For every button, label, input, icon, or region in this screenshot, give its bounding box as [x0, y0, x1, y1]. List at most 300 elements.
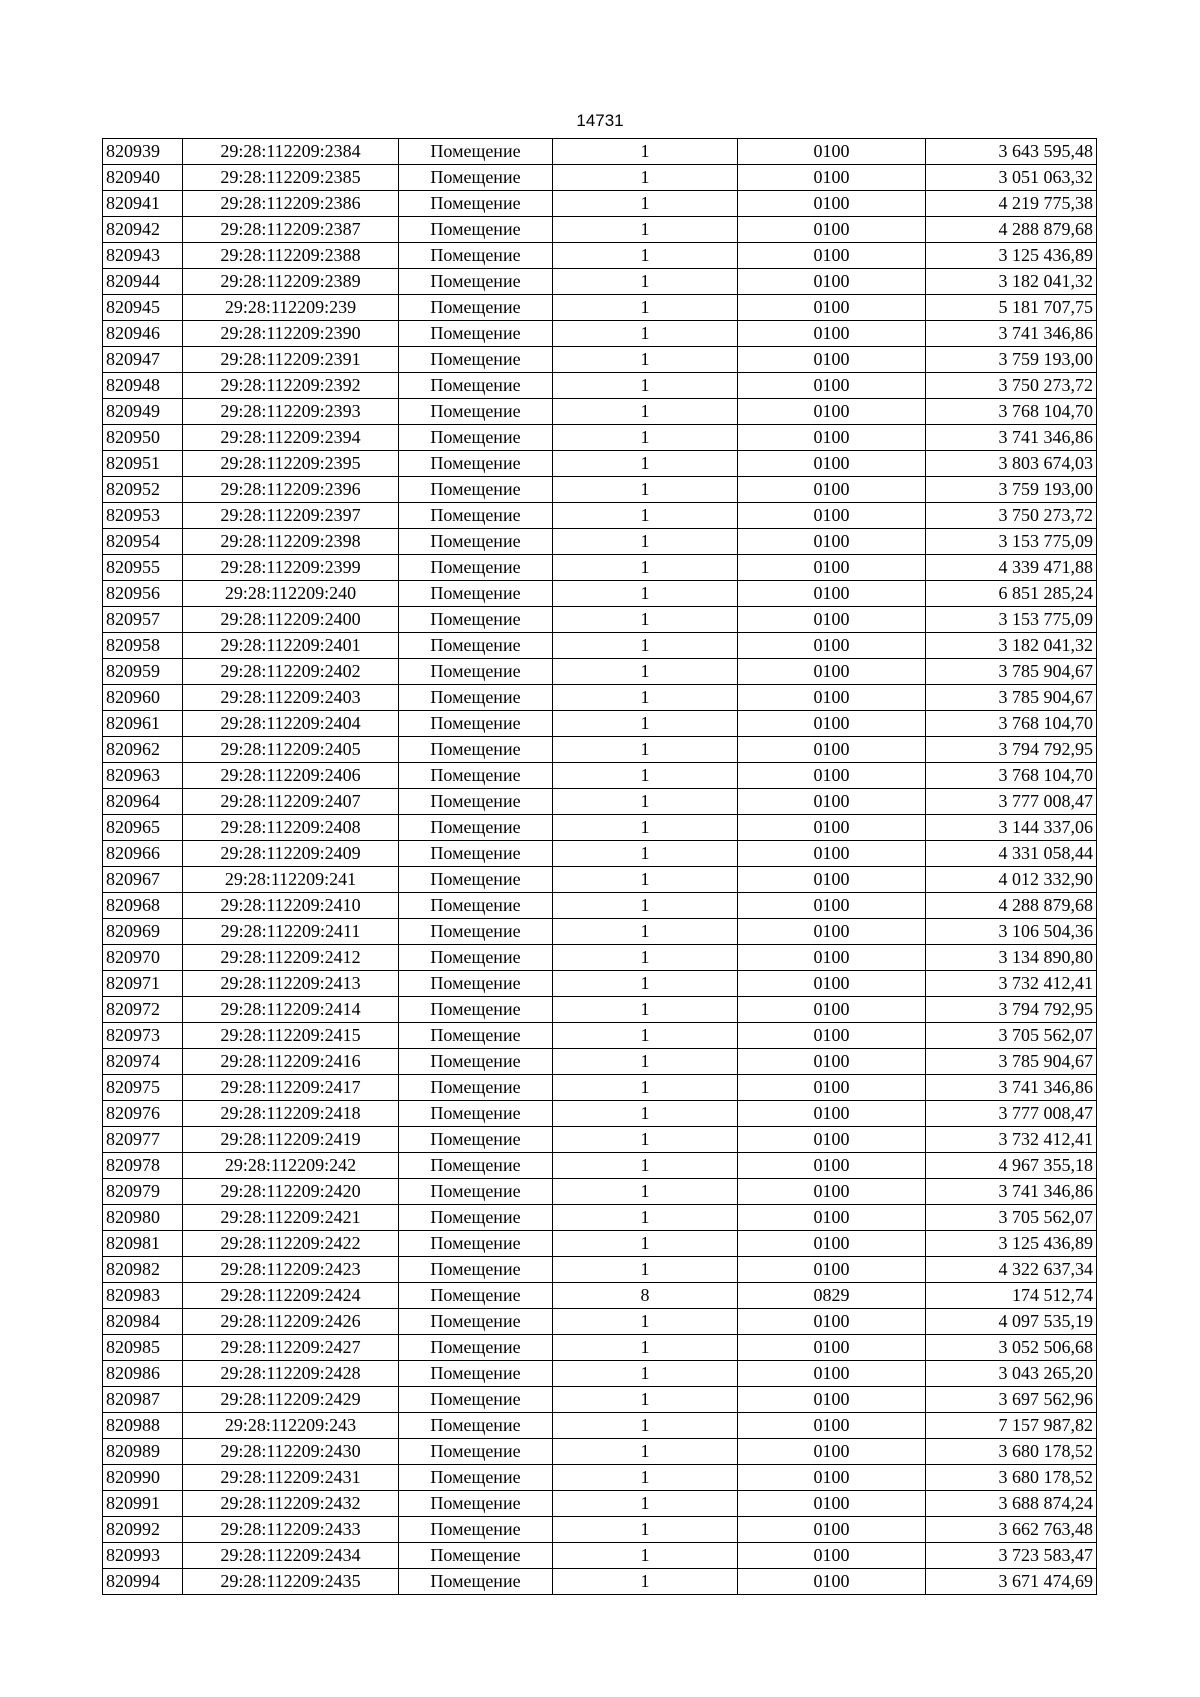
row-id-cell: 820940: [103, 165, 183, 191]
code-cell: 0100: [738, 1569, 926, 1595]
quantity-cell: 1: [553, 477, 738, 503]
object-type-cell: Помещение: [399, 269, 553, 295]
value-cell: 4 322 637,34: [926, 1257, 1097, 1283]
cadastral-number-cell: 29:28:112209:2385: [183, 165, 399, 191]
table-row: [103, 737, 1097, 763]
code-cell: 0100: [738, 1127, 926, 1153]
quantity-cell: 1: [553, 633, 738, 659]
row-id-cell: 820942: [103, 217, 183, 243]
object-type-cell: Помещение: [399, 1023, 553, 1049]
cadastral-number-cell: 29:28:112209:242: [183, 1153, 399, 1179]
quantity-cell: 1: [553, 1179, 738, 1205]
code-cell: 0100: [738, 1023, 926, 1049]
quantity-cell: 1: [553, 607, 738, 633]
table-row: [103, 191, 1097, 217]
object-type-cell: Помещение: [399, 217, 553, 243]
quantity-cell: 1: [553, 1205, 738, 1231]
registry-table: [102, 138, 1097, 1595]
quantity-cell: 1: [553, 893, 738, 919]
value-cell: 4 331 058,44: [926, 841, 1097, 867]
value-cell: 3 768 104,70: [926, 399, 1097, 425]
code-cell: 0100: [738, 503, 926, 529]
value-cell: 3 794 792,95: [926, 997, 1097, 1023]
table-row: [103, 971, 1097, 997]
quantity-cell: 1: [553, 295, 738, 321]
row-id-cell: 820969: [103, 919, 183, 945]
code-cell: 0100: [738, 1517, 926, 1543]
cadastral-number-cell: 29:28:112209:2426: [183, 1309, 399, 1335]
table-row: [103, 1413, 1097, 1439]
quantity-cell: 1: [553, 165, 738, 191]
object-type-cell: Помещение: [399, 893, 553, 919]
code-cell: 0100: [738, 659, 926, 685]
row-id-cell: 820947: [103, 347, 183, 373]
table-row: [103, 1361, 1097, 1387]
quantity-cell: 1: [553, 529, 738, 555]
cadastral-number-cell: 29:28:112209:2431: [183, 1465, 399, 1491]
table-row: [103, 529, 1097, 555]
row-id-cell: 820968: [103, 893, 183, 919]
code-cell: 0100: [738, 763, 926, 789]
row-id-cell: 820966: [103, 841, 183, 867]
code-cell: 0100: [738, 1049, 926, 1075]
cadastral-number-cell: 29:28:112209:2418: [183, 1101, 399, 1127]
value-cell: 3 688 874,24: [926, 1491, 1097, 1517]
object-type-cell: Помещение: [399, 295, 553, 321]
cadastral-number-cell: 29:28:112209:2390: [183, 321, 399, 347]
value-cell: 3 741 346,86: [926, 321, 1097, 347]
cadastral-number-cell: 29:28:112209:2404: [183, 711, 399, 737]
cadastral-number-cell: 29:28:112209:2410: [183, 893, 399, 919]
object-type-cell: Помещение: [399, 581, 553, 607]
quantity-cell: 1: [553, 1361, 738, 1387]
value-cell: 7 157 987,82: [926, 1413, 1097, 1439]
value-cell: 3 768 104,70: [926, 763, 1097, 789]
table-row: [103, 399, 1097, 425]
table-row: [103, 555, 1097, 581]
object-type-cell: Помещение: [399, 1075, 553, 1101]
table-row: [103, 945, 1097, 971]
row-id-cell: 820977: [103, 1127, 183, 1153]
row-id-cell: 820993: [103, 1543, 183, 1569]
object-type-cell: Помещение: [399, 711, 553, 737]
object-type-cell: Помещение: [399, 841, 553, 867]
value-cell: 4 097 535,19: [926, 1309, 1097, 1335]
table-row: [103, 867, 1097, 893]
value-cell: 3 741 346,86: [926, 1075, 1097, 1101]
row-id-cell: 820987: [103, 1387, 183, 1413]
object-type-cell: Помещение: [399, 1465, 553, 1491]
code-cell: 0100: [738, 711, 926, 737]
row-id-cell: 820950: [103, 425, 183, 451]
code-cell: 0100: [738, 1387, 926, 1413]
registry-table-body: [103, 139, 1097, 1595]
table-row: [103, 711, 1097, 737]
row-id-cell: 820988: [103, 1413, 183, 1439]
table-row: [103, 373, 1097, 399]
value-cell: 3 125 436,89: [926, 1231, 1097, 1257]
cadastral-number-cell: 29:28:112209:2389: [183, 269, 399, 295]
object-type-cell: Помещение: [399, 815, 553, 841]
code-cell: 0100: [738, 555, 926, 581]
code-cell: 0100: [738, 451, 926, 477]
cadastral-number-cell: 29:28:112209:2391: [183, 347, 399, 373]
cadastral-number-cell: 29:28:112209:2400: [183, 607, 399, 633]
quantity-cell: 1: [553, 451, 738, 477]
code-cell: 0100: [738, 685, 926, 711]
code-cell: 0100: [738, 217, 926, 243]
quantity-cell: 8: [553, 1283, 738, 1309]
code-cell: 0829: [738, 1283, 926, 1309]
table-row: [103, 1231, 1097, 1257]
row-id-cell: 820961: [103, 711, 183, 737]
cadastral-number-cell: 29:28:112209:2413: [183, 971, 399, 997]
quantity-cell: 1: [553, 1465, 738, 1491]
cadastral-number-cell: 29:28:112209:2429: [183, 1387, 399, 1413]
object-type-cell: Помещение: [399, 919, 553, 945]
object-type-cell: Помещение: [399, 1335, 553, 1361]
cadastral-number-cell: 29:28:112209:2415: [183, 1023, 399, 1049]
quantity-cell: 1: [553, 659, 738, 685]
code-cell: 0100: [738, 1543, 926, 1569]
code-cell: 0100: [738, 347, 926, 373]
quantity-cell: 1: [553, 997, 738, 1023]
cadastral-number-cell: 29:28:112209:2399: [183, 555, 399, 581]
value-cell: 3 043 265,20: [926, 1361, 1097, 1387]
quantity-cell: 1: [553, 789, 738, 815]
cadastral-number-cell: 29:28:112209:240: [183, 581, 399, 607]
cadastral-number-cell: 29:28:112209:2423: [183, 1257, 399, 1283]
row-id-cell: 820978: [103, 1153, 183, 1179]
row-id-cell: 820994: [103, 1569, 183, 1595]
table-row: [103, 1335, 1097, 1361]
code-cell: 0100: [738, 581, 926, 607]
quantity-cell: 1: [553, 555, 738, 581]
object-type-cell: Помещение: [399, 1439, 553, 1465]
row-id-cell: 820948: [103, 373, 183, 399]
table-row: [103, 789, 1097, 815]
cadastral-number-cell: 29:28:112209:2398: [183, 529, 399, 555]
code-cell: 0100: [738, 529, 926, 555]
table-row: [103, 165, 1097, 191]
value-cell: 3 680 178,52: [926, 1465, 1097, 1491]
value-cell: 3 182 041,32: [926, 269, 1097, 295]
quantity-cell: 1: [553, 763, 738, 789]
cadastral-number-cell: 29:28:112209:2387: [183, 217, 399, 243]
row-id-cell: 820954: [103, 529, 183, 555]
value-cell: 3 741 346,86: [926, 1179, 1097, 1205]
object-type-cell: Помещение: [399, 425, 553, 451]
value-cell: 3 051 063,32: [926, 165, 1097, 191]
cadastral-number-cell: 29:28:112209:2403: [183, 685, 399, 711]
quantity-cell: 1: [553, 1543, 738, 1569]
code-cell: 0100: [738, 139, 926, 165]
cadastral-number-cell: 29:28:112209:2412: [183, 945, 399, 971]
object-type-cell: Помещение: [399, 139, 553, 165]
table-row: [103, 1075, 1097, 1101]
quantity-cell: 1: [553, 1309, 738, 1335]
cadastral-number-cell: 29:28:112209:2428: [183, 1361, 399, 1387]
row-id-cell: 820963: [103, 763, 183, 789]
table-row: [103, 321, 1097, 347]
value-cell: 174 512,74: [926, 1283, 1097, 1309]
object-type-cell: Помещение: [399, 1231, 553, 1257]
code-cell: 0100: [738, 1075, 926, 1101]
object-type-cell: Помещение: [399, 1543, 553, 1569]
table-row: [103, 1569, 1097, 1595]
cadastral-number-cell: 29:28:112209:2416: [183, 1049, 399, 1075]
table-row: [103, 1387, 1097, 1413]
quantity-cell: 1: [553, 1231, 738, 1257]
table-row: [103, 1049, 1097, 1075]
row-id-cell: 820974: [103, 1049, 183, 1075]
quantity-cell: 1: [553, 139, 738, 165]
code-cell: 0100: [738, 1491, 926, 1517]
value-cell: 3 785 904,67: [926, 1049, 1097, 1075]
row-id-cell: 820967: [103, 867, 183, 893]
code-cell: 0100: [738, 815, 926, 841]
cadastral-number-cell: 29:28:112209:2424: [183, 1283, 399, 1309]
code-cell: 0100: [738, 789, 926, 815]
quantity-cell: 1: [553, 867, 738, 893]
code-cell: 0100: [738, 893, 926, 919]
object-type-cell: Помещение: [399, 971, 553, 997]
cadastral-number-cell: 29:28:112209:2384: [183, 139, 399, 165]
object-type-cell: Помещение: [399, 529, 553, 555]
value-cell: 3 662 763,48: [926, 1517, 1097, 1543]
value-cell: 3 741 346,86: [926, 425, 1097, 451]
value-cell: 4 288 879,68: [926, 217, 1097, 243]
object-type-cell: Помещение: [399, 451, 553, 477]
value-cell: 3 106 504,36: [926, 919, 1097, 945]
quantity-cell: 1: [553, 269, 738, 295]
cadastral-number-cell: 29:28:112209:2434: [183, 1543, 399, 1569]
value-cell: 3 144 337,06: [926, 815, 1097, 841]
cadastral-number-cell: 29:28:112209:2405: [183, 737, 399, 763]
quantity-cell: 1: [553, 1387, 738, 1413]
object-type-cell: Помещение: [399, 789, 553, 815]
row-id-cell: 820992: [103, 1517, 183, 1543]
quantity-cell: 1: [553, 1491, 738, 1517]
code-cell: 0100: [738, 1361, 926, 1387]
row-id-cell: 820944: [103, 269, 183, 295]
object-type-cell: Помещение: [399, 1049, 553, 1075]
quantity-cell: 1: [553, 1049, 738, 1075]
row-id-cell: 820957: [103, 607, 183, 633]
value-cell: 3 768 104,70: [926, 711, 1097, 737]
object-type-cell: Помещение: [399, 997, 553, 1023]
code-cell: 0100: [738, 425, 926, 451]
row-id-cell: 820972: [103, 997, 183, 1023]
object-type-cell: Помещение: [399, 737, 553, 763]
table-row: [103, 1153, 1097, 1179]
code-cell: 0100: [738, 1413, 926, 1439]
object-type-cell: Помещение: [399, 399, 553, 425]
row-id-cell: 820983: [103, 1283, 183, 1309]
table-row: [103, 1023, 1097, 1049]
cadastral-number-cell: 29:28:112209:2396: [183, 477, 399, 503]
row-id-cell: 820962: [103, 737, 183, 763]
value-cell: 4 219 775,38: [926, 191, 1097, 217]
code-cell: 0100: [738, 607, 926, 633]
value-cell: 5 181 707,75: [926, 295, 1097, 321]
code-cell: 0100: [738, 1257, 926, 1283]
cadastral-number-cell: 29:28:112209:2427: [183, 1335, 399, 1361]
object-type-cell: Помещение: [399, 191, 553, 217]
value-cell: 3 723 583,47: [926, 1543, 1097, 1569]
object-type-cell: Помещение: [399, 1205, 553, 1231]
quantity-cell: 1: [553, 1075, 738, 1101]
cadastral-number-cell: 29:28:112209:2401: [183, 633, 399, 659]
code-cell: 0100: [738, 841, 926, 867]
value-cell: 3 134 890,80: [926, 945, 1097, 971]
value-cell: 4 967 355,18: [926, 1153, 1097, 1179]
cadastral-number-cell: 29:28:112209:2433: [183, 1517, 399, 1543]
quantity-cell: 1: [553, 503, 738, 529]
table-row: [103, 607, 1097, 633]
cadastral-number-cell: 29:28:112209:2417: [183, 1075, 399, 1101]
code-cell: 0100: [738, 867, 926, 893]
object-type-cell: Помещение: [399, 321, 553, 347]
row-id-cell: 820980: [103, 1205, 183, 1231]
object-type-cell: Помещение: [399, 1569, 553, 1595]
value-cell: 3 680 178,52: [926, 1439, 1097, 1465]
value-cell: 3 125 436,89: [926, 243, 1097, 269]
row-id-cell: 820991: [103, 1491, 183, 1517]
row-id-cell: 820949: [103, 399, 183, 425]
quantity-cell: 1: [553, 373, 738, 399]
value-cell: 3 705 562,07: [926, 1205, 1097, 1231]
table-row: [103, 1517, 1097, 1543]
row-id-cell: 820956: [103, 581, 183, 607]
object-type-cell: Помещение: [399, 1127, 553, 1153]
table-row: [103, 841, 1097, 867]
value-cell: 4 339 471,88: [926, 555, 1097, 581]
table-row: [103, 659, 1097, 685]
cadastral-number-cell: 29:28:112209:2420: [183, 1179, 399, 1205]
code-cell: 0100: [738, 919, 926, 945]
row-id-cell: 820970: [103, 945, 183, 971]
row-id-cell: 820953: [103, 503, 183, 529]
value-cell: 3 671 474,69: [926, 1569, 1097, 1595]
row-id-cell: 820981: [103, 1231, 183, 1257]
object-type-cell: Помещение: [399, 1179, 553, 1205]
object-type-cell: Помещение: [399, 165, 553, 191]
row-id-cell: 820958: [103, 633, 183, 659]
object-type-cell: Помещение: [399, 1491, 553, 1517]
table-row: [103, 1257, 1097, 1283]
value-cell: 3 794 792,95: [926, 737, 1097, 763]
object-type-cell: Помещение: [399, 633, 553, 659]
object-type-cell: Помещение: [399, 763, 553, 789]
cadastral-number-cell: 29:28:112209:2411: [183, 919, 399, 945]
code-cell: 0100: [738, 1439, 926, 1465]
value-cell: 3 182 041,32: [926, 633, 1097, 659]
row-id-cell: 820990: [103, 1465, 183, 1491]
object-type-cell: Помещение: [399, 373, 553, 399]
code-cell: 0100: [738, 399, 926, 425]
quantity-cell: 1: [553, 737, 738, 763]
code-cell: 0100: [738, 1205, 926, 1231]
quantity-cell: 1: [553, 971, 738, 997]
cadastral-number-cell: 29:28:112209:243: [183, 1413, 399, 1439]
code-cell: 0100: [738, 1309, 926, 1335]
table-row: [103, 997, 1097, 1023]
row-id-cell: 820952: [103, 477, 183, 503]
quantity-cell: 1: [553, 243, 738, 269]
object-type-cell: Помещение: [399, 659, 553, 685]
row-id-cell: 820964: [103, 789, 183, 815]
value-cell: 6 851 285,24: [926, 581, 1097, 607]
row-id-cell: 820976: [103, 1101, 183, 1127]
value-cell: 3 153 775,09: [926, 529, 1097, 555]
row-id-cell: 820945: [103, 295, 183, 321]
object-type-cell: Помещение: [399, 607, 553, 633]
row-id-cell: 820982: [103, 1257, 183, 1283]
value-cell: 3 777 008,47: [926, 1101, 1097, 1127]
value-cell: 3 759 193,00: [926, 347, 1097, 373]
object-type-cell: Помещение: [399, 1153, 553, 1179]
value-cell: 3 705 562,07: [926, 1023, 1097, 1049]
code-cell: 0100: [738, 1179, 926, 1205]
cadastral-number-cell: 29:28:112209:2419: [183, 1127, 399, 1153]
value-cell: 3 732 412,41: [926, 971, 1097, 997]
row-id-cell: 820986: [103, 1361, 183, 1387]
code-cell: 0100: [738, 1153, 926, 1179]
row-id-cell: 820943: [103, 243, 183, 269]
cadastral-number-cell: 29:28:112209:241: [183, 867, 399, 893]
value-cell: 3 803 674,03: [926, 451, 1097, 477]
table-row: [103, 685, 1097, 711]
cadastral-number-cell: 29:28:112209:2388: [183, 243, 399, 269]
cadastral-number-cell: 29:28:112209:2422: [183, 1231, 399, 1257]
object-type-cell: Помещение: [399, 347, 553, 373]
quantity-cell: 1: [553, 581, 738, 607]
object-type-cell: Помещение: [399, 1283, 553, 1309]
value-cell: 3 697 562,96: [926, 1387, 1097, 1413]
quantity-cell: 1: [553, 1153, 738, 1179]
quantity-cell: 1: [553, 399, 738, 425]
value-cell: 3 777 008,47: [926, 789, 1097, 815]
code-cell: 0100: [738, 1231, 926, 1257]
quantity-cell: 1: [553, 1439, 738, 1465]
table-row: [103, 581, 1097, 607]
code-cell: 0100: [738, 737, 926, 763]
value-cell: 3 153 775,09: [926, 607, 1097, 633]
table-row: [103, 1283, 1097, 1309]
code-cell: 0100: [738, 1101, 926, 1127]
table-row: [103, 243, 1097, 269]
row-id-cell: 820959: [103, 659, 183, 685]
row-id-cell: 820971: [103, 971, 183, 997]
quantity-cell: 1: [553, 1101, 738, 1127]
object-type-cell: Помещение: [399, 503, 553, 529]
code-cell: 0100: [738, 1465, 926, 1491]
object-type-cell: Помещение: [399, 945, 553, 971]
code-cell: 0100: [738, 971, 926, 997]
table-row: [103, 763, 1097, 789]
value-cell: 3 052 506,68: [926, 1335, 1097, 1361]
quantity-cell: 1: [553, 321, 738, 347]
row-id-cell: 820951: [103, 451, 183, 477]
row-id-cell: 820960: [103, 685, 183, 711]
table-row: [103, 1127, 1097, 1153]
object-type-cell: Помещение: [399, 685, 553, 711]
object-type-cell: Помещение: [399, 1361, 553, 1387]
code-cell: 0100: [738, 295, 926, 321]
table-row: [103, 633, 1097, 659]
quantity-cell: 1: [553, 1413, 738, 1439]
